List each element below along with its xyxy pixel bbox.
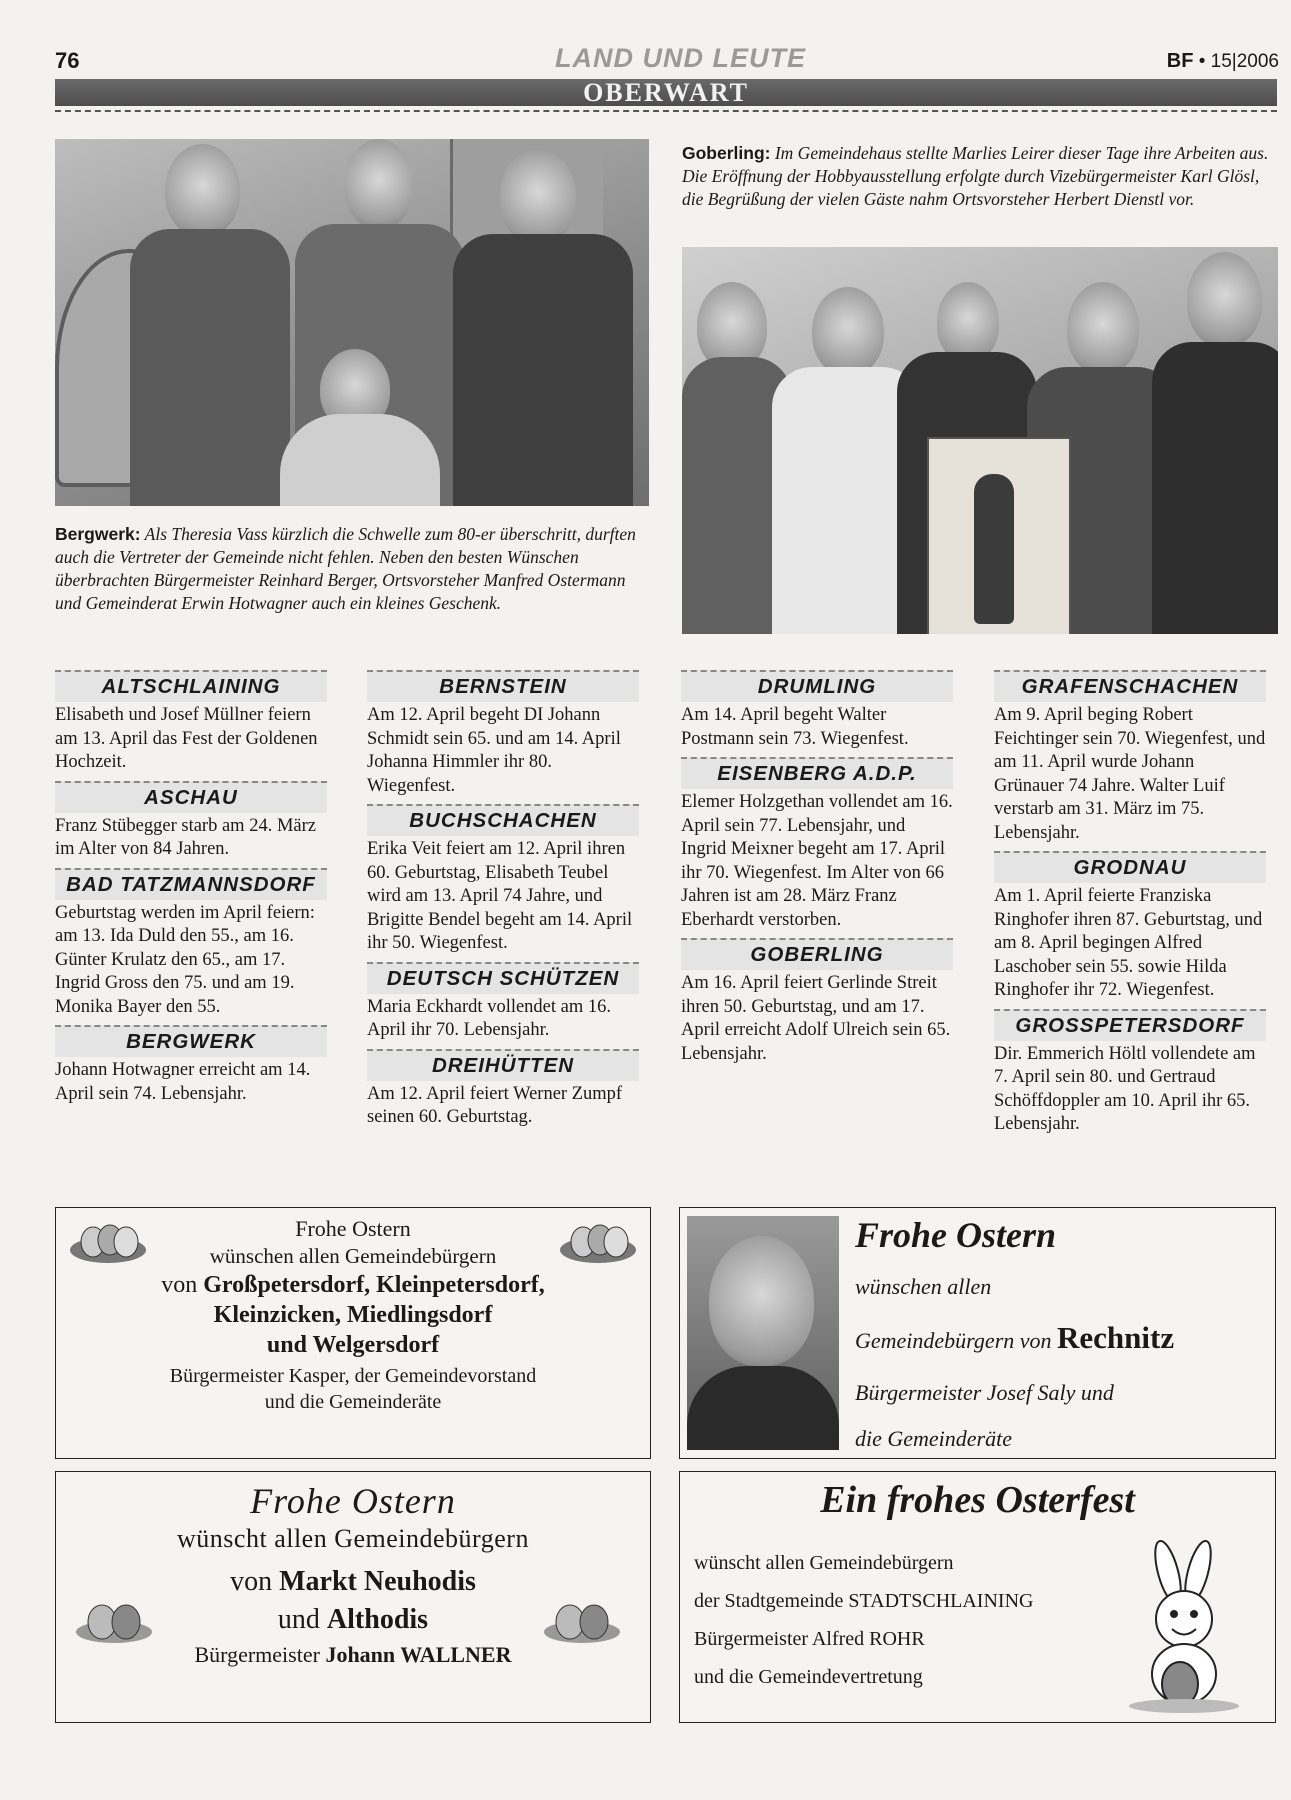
ad-line: wünscht allen Gemeindebürgern <box>694 1552 954 1574</box>
news-heading: DEUTSCH SCHÜTZEN <box>367 962 639 994</box>
ad-neuhodis <box>55 1471 651 1723</box>
caption-place: Goberling: <box>682 143 771 163</box>
portrait-mayor <box>687 1216 839 1450</box>
caption-bergwerk <box>55 523 649 615</box>
news-heading: BAD TATZMANNSDORF <box>55 868 327 900</box>
news-heading: BUCHSCHACHEN <box>367 804 639 836</box>
issue-info <box>1167 50 1279 73</box>
easter-eggs-icon <box>68 1222 148 1264</box>
caption-text: Im Gemeindehaus stellte Marlies Leirer dieser Tage ihre Arbeiten aus. Die Eröffnung der Hobbyausstellung erfolgte durch Vizebürgermeister Karl Glösl, die Begrüßung der vielen Gäste nahm Ortsvorsteher Herbert Dienstl vor. <box>682 143 1269 209</box>
news-heading: GOBERLING <box>681 938 953 970</box>
ad-line: die Gemeinderäte <box>855 1426 1012 1451</box>
column-3 <box>681 670 953 1072</box>
publication-name: BF <box>1166 50 1194 72</box>
news-text: Am 16. April feiert Gerlinde Streit ihren 50. Geburtstag, und am 17. April erreicht Adolf Ulreich sein 65. Lebensjahr. <box>681 973 951 1064</box>
ad-line: Bürgermeister Alfred ROHR <box>694 1628 925 1650</box>
news-heading: GRAFENSCHACHEN <box>994 670 1266 702</box>
news-text: Johann Hotwagner erreicht am 14. April sein 74. Lebensjahr. <box>55 1060 311 1104</box>
news-item <box>55 1025 327 1106</box>
region-band <box>55 79 1277 106</box>
news-heading: DRUMLING <box>681 670 953 702</box>
ad-line: der Stadtgemeinde STADTSCHLAINING <box>694 1590 1034 1612</box>
news-text: Geburtstag werden im April feiern: am 13. Ida Duld den 55., am 16. Günter Krulatz den 65., am 17. Ingrid Gross den 75. und am 19. Monika Bayer den 55. <box>55 902 315 1017</box>
news-heading: BERNSTEIN <box>367 670 639 702</box>
ad-line: von Markt Neuhodis <box>230 1566 476 1597</box>
column-1 <box>55 670 327 1112</box>
news-heading: ASCHAU <box>55 781 327 813</box>
separator: • <box>1198 51 1206 72</box>
news-text: Am 14. April begeht Walter Postmann sein 73. Wiegenfest. <box>681 705 909 749</box>
easter-eggs-icon <box>74 1602 154 1644</box>
ad-line: und die Gemeinderäte <box>264 1391 442 1413</box>
news-heading: DREIHÜTTEN <box>367 1049 639 1081</box>
issue-number: 15|2006 <box>1210 51 1279 72</box>
news-text: Am 12. April feiert Werner Zumpf seinen 60. Geburtstag. <box>367 1083 623 1127</box>
news-item <box>55 781 327 862</box>
news-text: Elisabeth und Josef Müllner feiern am 13. April das Fest der Goldenen Hochzeit. <box>55 705 318 772</box>
news-item <box>681 670 953 751</box>
news-text: Dir. Emmerich Höltl vollendete am 7. April sein 80. und Gertraud Schöffdoppler am 10. April ihr 65. Lebensjahr. <box>994 1043 1256 1134</box>
page-number: 76 <box>55 48 80 73</box>
ad-line: und die Gemeindevertretung <box>694 1666 923 1688</box>
ad-line: und Welgersdorf <box>266 1332 440 1358</box>
ad-line: Bürgermeister Josef Saly und <box>855 1380 1114 1405</box>
news-item <box>367 804 639 956</box>
news-heading: GRODNAU <box>994 851 1266 883</box>
ad-line: wünscht allen Gemeindebürgern <box>177 1524 529 1553</box>
ad-greeting: Ein frohes Osterfest <box>820 1479 1135 1521</box>
news-text: Erika Veit feiert am 12. April ihren 60. Geburtstag, Elisabeth Teubel wird am 13. April 74 Jahre, und Brigitte Bendel begeht am 14. April ihr 50. Wiegenfest. <box>367 839 633 953</box>
news-item <box>367 962 639 1043</box>
ad-line: Gemeindebürgern von Rechnitz <box>855 1320 1175 1355</box>
section-title: LAND UND LEUTE <box>555 43 806 73</box>
news-item <box>994 851 1266 1003</box>
news-item <box>55 868 327 1020</box>
caption-text: Als Theresia Vass kürzlich die Schwelle zum 80-er überschritt, durften auch die Vertreter der Gemeinde nicht fehlen. Neben den besten Wünschen überbrachten Bürgermeister Reinhard Berger, Ortsvorsteher Manfred Ostermann und Gemeinderat Erwin Hotwagner auch ein kleines Geschenk. <box>55 524 636 613</box>
news-text: Am 12. April begeht DI Johann Schmidt sein 65. und am 14. April Johanna Himmler ihr 80. Wiegenfest. <box>367 705 621 796</box>
ad-line: wünschen allen <box>855 1274 992 1299</box>
caption-goberling <box>682 142 1278 211</box>
news-text: Maria Eckhardt vollendet am 16. April ihr 70. Lebensjahr. <box>367 996 612 1040</box>
column-2 <box>367 670 639 1136</box>
region-title: OBERWART <box>583 78 749 107</box>
ad-greeting: Frohe Ostern <box>250 1481 456 1521</box>
ad-line: wünschen allen Gemeindebürgern <box>209 1244 497 1268</box>
news-text: Elemer Holzgethan vollendet am 16. April sein 77. Lebensjahr, und Ingrid Meixner begeht am 17. April ihr 70. Wiegenfest. Im Alter von 66 Jahren ist am 28. März Franz Eberhardt verstorben. <box>681 792 953 930</box>
ad-grosspetersdorf <box>55 1207 651 1459</box>
news-text: Am 9. April beging Robert Feichtinger sein 70. Wiegenfest, und am 11. April wurde Johann Grünauer 74 Jahre. Walter Luif verstarb am 31. März im 75. Lebensjahr. <box>994 705 1266 843</box>
easter-bunny-icon <box>1120 1534 1250 1714</box>
news-heading: BERGWERK <box>55 1025 327 1057</box>
news-heading: EISENBERG A.D.P. <box>681 757 953 789</box>
easter-eggs-icon <box>542 1602 622 1644</box>
ad-rechnitz <box>679 1207 1276 1459</box>
news-item <box>681 938 953 1066</box>
news-heading: GROSSPETERSDORF <box>994 1009 1266 1041</box>
ad-line: Kleinzicken, Miedlingsdorf <box>213 1302 493 1328</box>
news-item <box>681 757 953 932</box>
caption-place: Bergwerk: <box>55 524 141 544</box>
news-item <box>367 670 639 798</box>
ad-line: von Großpetersdorf, Kleinpetersdorf, <box>161 1272 545 1298</box>
news-text: Am 1. April feierte Franziska Ringhofer ihren 87. Geburtstag, und am 8. April begingen Alfred Laschober sein 55. sowie Hilda Ringhofer ihr 72. Wiegenfest. <box>994 886 1263 1000</box>
news-item <box>994 1009 1266 1137</box>
ad-line: und Althodis <box>277 1604 429 1635</box>
ad-line: Bürgermeister Johann WALLNER <box>194 1642 512 1667</box>
news-item <box>55 670 327 775</box>
news-item <box>994 670 1266 845</box>
news-item <box>367 1049 639 1130</box>
ad-greeting: Frohe Ostern <box>295 1216 411 1241</box>
ad-stadtschlaining <box>679 1471 1276 1723</box>
column-4 <box>994 670 1266 1143</box>
news-text: Franz Stübegger starb am 24. März im Alter von 84 Jahren. <box>55 815 316 859</box>
photo-bergwerk <box>55 139 649 506</box>
ad-line: Bürgermeister Kasper, der Gemeindevorstand <box>169 1365 537 1387</box>
news-heading: ALTSCHLAINING <box>55 670 327 702</box>
header-divider <box>55 110 1277 112</box>
photo-goberling <box>682 247 1278 634</box>
easter-eggs-icon <box>558 1222 638 1264</box>
ad-greeting: Frohe Ostern <box>855 1215 1057 1255</box>
